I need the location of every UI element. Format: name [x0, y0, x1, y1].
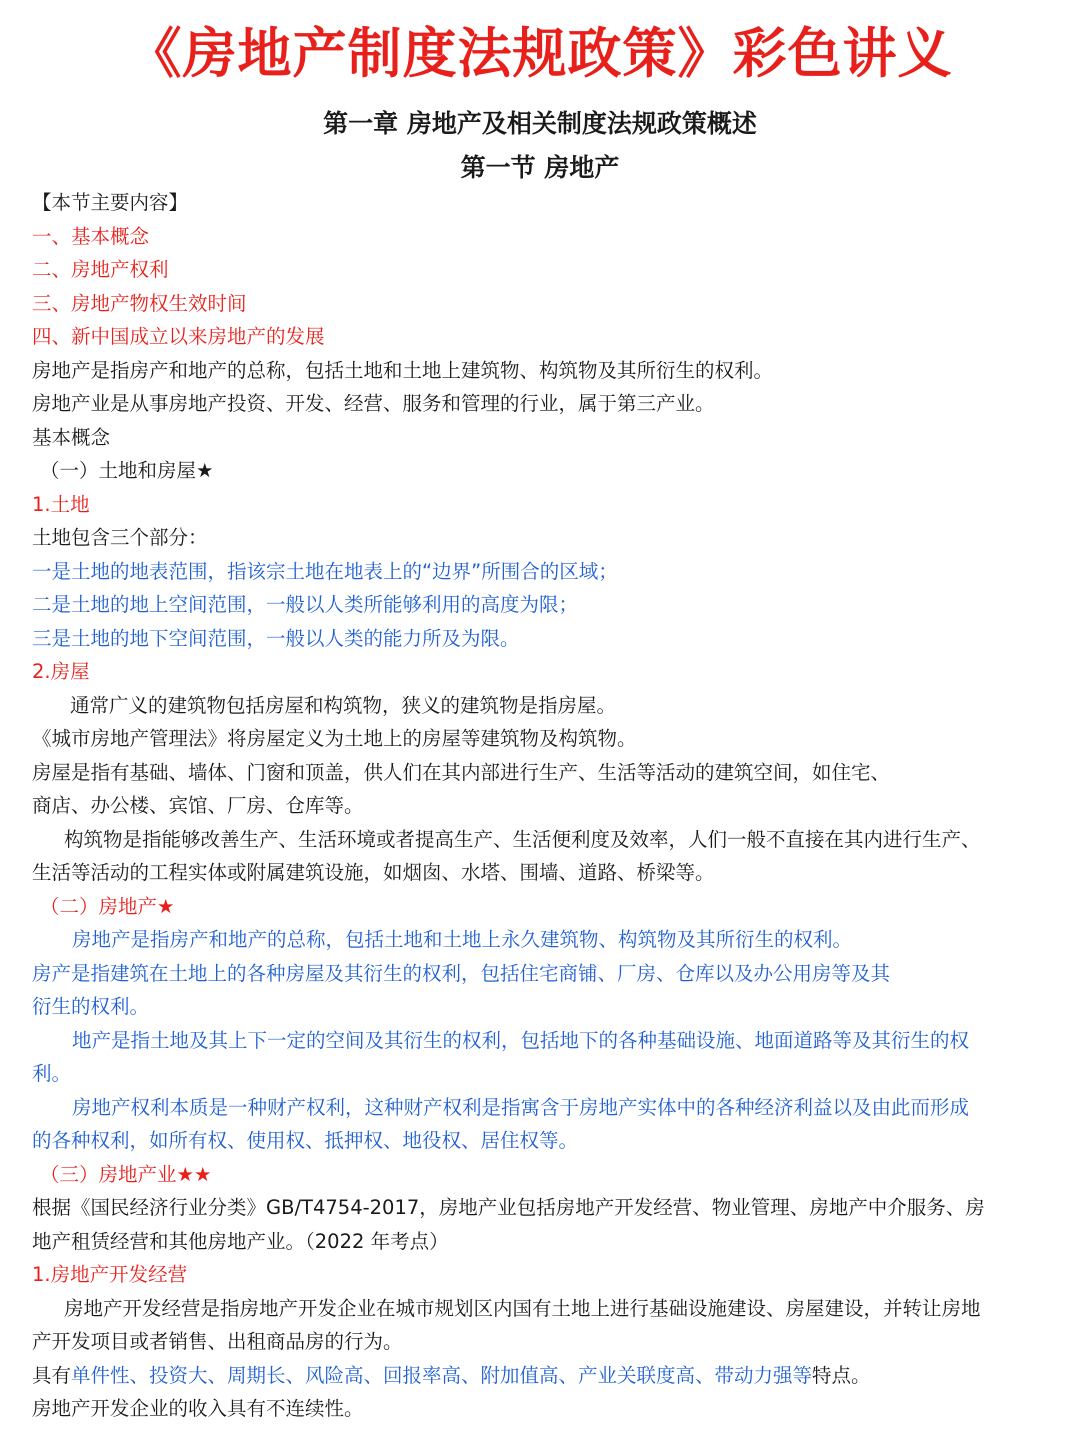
highlight-line: 房地产权利本质是一种财产权利，这种财产权利是指寓含于房地产实体中的各种经济利益以及由此而形成 — [72, 1095, 970, 1119]
paragraph-line: 土地包含三个部分： — [32, 526, 208, 549]
contents-item: 一、基本概念 — [32, 224, 150, 248]
paragraph-line: 房地产开发企业的收入具有不连续性。 — [32, 1397, 364, 1420]
paragraph-line: 通常广义的建筑物包括房屋和构筑物，狭义的建筑物是指房屋。 — [70, 693, 617, 717]
numbered-heading: 2.房屋 — [32, 660, 90, 683]
highlight-line: 的各种权利，如所有权、使用权、抵押权、地役权、居住权等。 — [32, 1129, 579, 1152]
contents-item: 三、房地产物权生效时间 — [32, 291, 247, 315]
paragraph-line: 房地产开发经营是指房地产开发企业在城市规划区内国有土地上进行基础设施建设、房屋建设，并转让房地 — [64, 1296, 981, 1320]
highlight-line: 一是土地的地表范围，指该宗土地在地表上的“边界”所围合的区域； — [32, 559, 618, 583]
paragraph-line: 地产租赁经营和其他房地产业。（2022 年考点） — [32, 1229, 449, 1253]
subheading: （三）房地产业★★ — [40, 1162, 212, 1186]
subheading: （一）土地和房屋★ — [40, 459, 214, 482]
paragraph-line: 生活等活动的工程实体或附属建筑设施，如烟囱、水塔、围墙、道路、桥梁等。 — [32, 861, 715, 884]
numbered-heading: 1.土地 — [32, 492, 90, 516]
text-run: 特点。 — [812, 1363, 871, 1387]
highlight-line: 地产是指土地及其上下一定的空间及其衍生的权利，包括地下的各种基础设施、地面道路等及其衍生的权 — [72, 1028, 970, 1052]
highlight-line: 房产是指建筑在土地上的各种房屋及其衍生的权利，包括住宅商铺、厂房、仓库以及办公用房等及其 — [32, 961, 891, 985]
highlight-line: 利。 — [32, 1062, 72, 1085]
document-body — [32, 186, 1052, 1426]
contents-label: 【本节主要内容】 — [32, 191, 189, 214]
paragraph-line: 房屋是指有基础、墙体、门窗和顶盖，供人们在其内部进行生产、生活等活动的建筑空间，如住宅、 — [32, 760, 891, 784]
highlight-run: 单件性、投资大、周期长、风险高、回报率高、附加值高、产业关联度高、带动力强等 — [71, 1363, 813, 1387]
numbered-heading: 1.房地产开发经营 — [32, 1263, 188, 1286]
subheading: 基本概念 — [32, 425, 111, 449]
document-title: 《房地产制度法规政策》彩色讲义 — [127, 22, 953, 85]
section-heading: 第一节 房地产 — [460, 153, 620, 182]
highlight-line: 衍生的权利。 — [32, 995, 150, 1018]
paragraph-line: 商店、办公楼、宾馆、厂房、仓库等。 — [32, 794, 364, 817]
paragraph-line: 房地产业是从事房地产投资、开发、经营、服务和管理的行业，属于第三产业。 — [32, 392, 715, 415]
subheading: （二）房地产★ — [40, 894, 175, 918]
mixed-line — [32, 1359, 1052, 1393]
paragraph-line: 房地产是指房产和地产的总称，包括土地和土地上建筑物、构筑物及其所衍生的权利。 — [32, 358, 774, 382]
contents-item: 二、房地产权利 — [32, 258, 169, 281]
highlight-line: 二是土地的地上空间范围，一般以人类所能够利用的高度为限； — [32, 593, 579, 616]
chapter-heading: 第一章 房地产及相关制度法规政策概述 — [323, 109, 757, 138]
highlight-line: 房地产是指房产和地产的总称，包括土地和土地上永久建筑物、构筑物及其所衍生的权利。 — [72, 928, 853, 951]
paragraph-line: 根据《国民经济行业分类》GB/T4754-2017，房地产业包括房地产开发经营、物业管理、房地产中介服务、房 — [32, 1196, 985, 1219]
text-run: 具有 — [32, 1363, 72, 1387]
paragraph-line: 构筑物是指能够改善生产、生活环境或者提高生产、生活便利度及效率，人们一般不直接在其内进行生产、 — [64, 827, 981, 851]
paragraph-line: 《城市房地产管理法》将房屋定义为土地上的房屋等建筑物及构筑物。 — [32, 727, 637, 750]
paragraph-line: 产开发项目或者销售、出租商品房的行为。 — [32, 1330, 403, 1353]
highlight-line: 三是土地的地下空间范围，一般以人类的能力所及为限。 — [32, 626, 520, 650]
contents-item: 四、新中国成立以来房地产的发展 — [32, 325, 325, 348]
